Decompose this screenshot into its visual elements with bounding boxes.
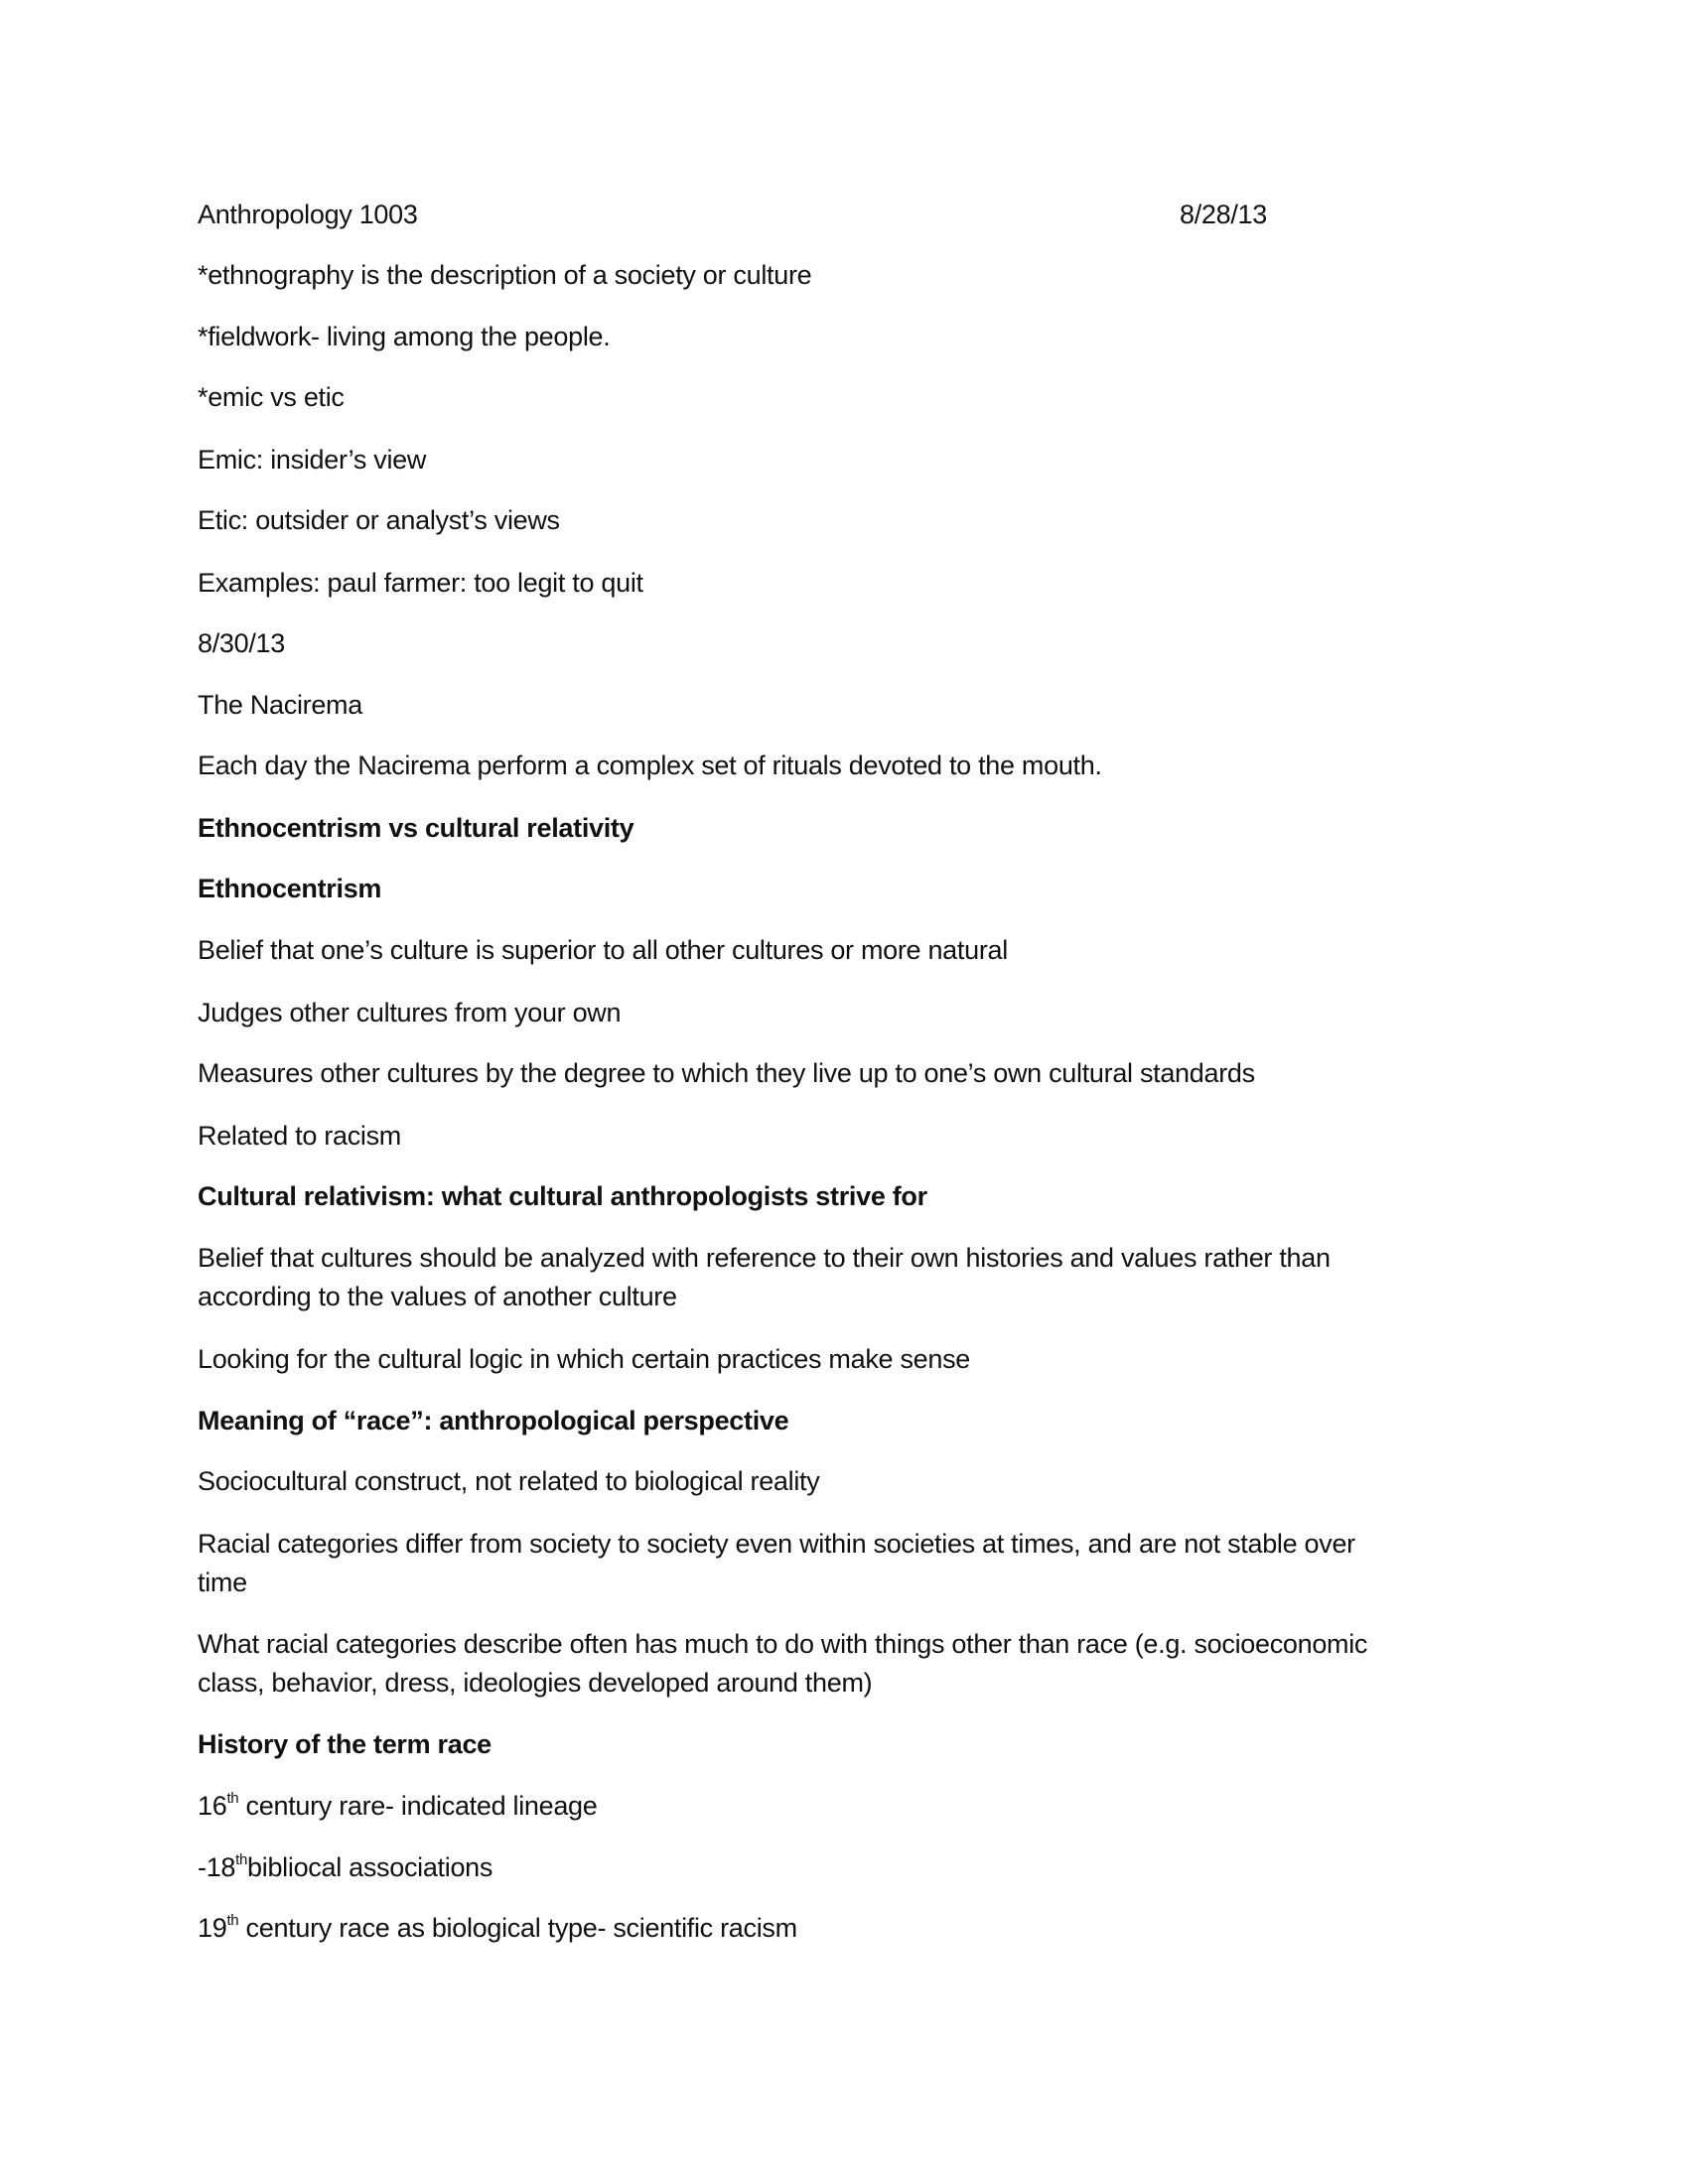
note-text: Judges other cultures from your own [198,998,622,1027]
history-num: 16 [198,1791,227,1821]
note-line [198,1340,970,1379]
note-text: *emic vs etic [198,382,345,412]
history-line [198,1848,492,1887]
note-text: Emic: insider’s view [198,445,427,475]
note-text: Sociocultural construct, not related to biological reality [198,1466,820,1496]
history-sup: th [226,1912,239,1929]
note-text: Cultural relativism: what cultural anthropologists strive for [198,1181,927,1211]
note-line [198,501,560,540]
note-text: *ethnography is the description of a society or culture [198,260,812,290]
note-text: 8/30/13 [198,628,285,658]
note-text: *fieldwork- living among the people. [198,322,611,351]
section-heading [198,809,633,848]
history-num: 19 [198,1913,227,1943]
note-text: Related to racism [198,1121,401,1151]
note-text: Etic: outsider or analyst’s views [198,505,560,535]
note-text: Measures other cultures by the degree to which they live up to one’s own cultural standards [198,1058,1255,1088]
note-line [198,624,285,663]
note-line [198,1625,1367,1703]
note-text-continued: class, behavior, dress, ideologies developed around them) [198,1668,873,1698]
note-text: Meaning of “race”: anthropological perspective [198,1406,789,1435]
note-text: The Nacirema [198,690,362,720]
section-heading [198,1725,492,1764]
note-line [198,686,362,725]
note-text: Racial categories differ from society to society even within societies at times, and are not stable over [198,1529,1355,1559]
note-text-continued: according to the values of another culture [198,1282,677,1311]
note-text: Ethnocentrism [198,874,382,903]
header-date: 8/28/13 [1180,200,1267,229]
note-text: Looking for the cultural logic in which certain practices make sense [198,1344,970,1374]
note-text-continued: time [198,1568,247,1597]
history-rest: bibliocal associations [247,1852,493,1882]
note-line [198,1054,1255,1093]
note-line [198,441,426,479]
note-text: Each day the Nacirema perform a complex set of rituals devoted to the mouth. [198,751,1102,780]
note-line [198,1117,401,1156]
course-title: Anthropology 1003 [198,200,418,229]
section-heading [198,870,381,908]
history-rest: century race as biological type- scientific racism [238,1913,797,1943]
note-text: What racial categories describe often has much to do with things other than race (e.g. socioeconomic [198,1629,1368,1659]
section-heading [198,1177,927,1216]
note-line [198,378,345,417]
history-rest: century rare- indicated lineage [238,1791,598,1821]
note-line [198,1525,1355,1602]
note-line [198,1462,819,1501]
note-line [198,256,811,295]
note-line [198,747,1102,785]
note-line [198,1239,1331,1316]
history-sup: th [226,1790,239,1807]
note-line [198,318,610,356]
note-text: History of the term race [198,1729,492,1759]
section-heading [198,1402,788,1440]
history-sup: th [235,1851,248,1868]
note-line [198,994,621,1032]
note-line [198,564,643,603]
history-num: -18 [198,1852,236,1882]
history-line [198,1909,797,1948]
note-text: Belief that one’s culture is superior to all other cultures or more natural [198,935,1008,965]
note-line [198,931,1008,970]
note-text: Belief that cultures should be analyzed with reference to their own histories and values rather than [198,1243,1331,1273]
note-text: Ethnocentrism vs cultural relativity [198,813,634,843]
note-text: Examples: paul farmer: too legit to quit [198,568,643,598]
history-line [198,1787,597,1826]
